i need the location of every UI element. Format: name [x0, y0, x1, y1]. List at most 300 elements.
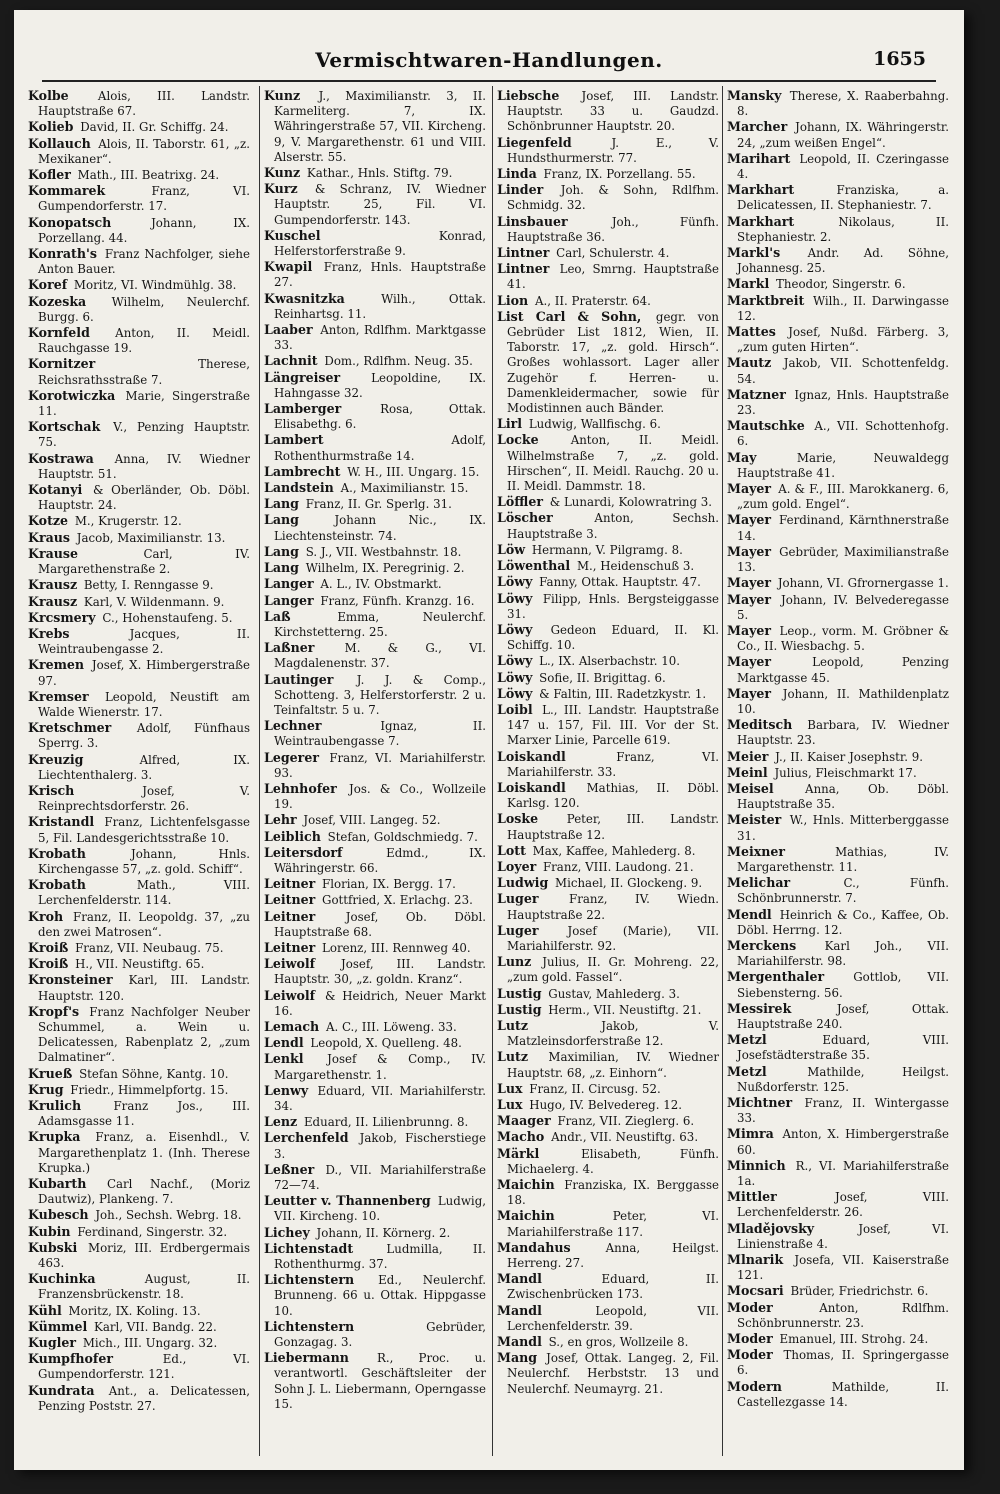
directory-entry	[264, 1114, 486, 1130]
entry-name: Leiblich	[264, 828, 321, 844]
entry-name: Lichtenstadt	[264, 1240, 354, 1256]
entry-details: Heinrich & Co., Kaffee, Ob. Döbl. Herrng. 12.	[737, 907, 950, 937]
entry-name: Meier	[727, 748, 769, 764]
page-number: 1655	[873, 48, 926, 70]
entry-name: Moder	[727, 1347, 773, 1363]
entry-details: Franz, II. Leopoldg. 37, „zu den zwei Matrosen“.	[38, 909, 251, 939]
entry-details: Anna, IV. Wiedner Hauptstr. 51.	[38, 451, 251, 481]
entry-details: Florian, IX. Bergg. 17.	[322, 877, 456, 892]
entry-details: Ferdinand, Kärnthnerstraße 14.	[737, 513, 949, 543]
directory-entry	[28, 1240, 250, 1271]
entry-details: W., Hnls. Mitterberggasse 31.	[737, 813, 949, 843]
entry-details: Stefan Söhne, Kantg. 10.	[79, 1066, 229, 1081]
directory-entry	[28, 451, 250, 482]
entry-name: Kommarek	[28, 183, 106, 199]
entry-details: & Oberländer, Ob. Döbl. Hauptstr. 24.	[38, 483, 251, 513]
entry-name: Kremen	[28, 657, 85, 673]
entry-name: Luger	[497, 922, 539, 938]
directory-entry	[264, 593, 486, 609]
entry-name: Mimra	[727, 1126, 774, 1142]
entry-name: Loske	[497, 811, 539, 827]
directory-entry	[264, 940, 486, 956]
directory-entry	[727, 1331, 949, 1347]
entry-name: Kunz	[264, 165, 301, 181]
entry-name: Mandl	[497, 1334, 542, 1350]
entry-name: Mattes	[727, 324, 776, 340]
entry-details: Andr. Ad. Söhne, Johannesg. 25.	[737, 246, 949, 276]
entry-name: Lemach	[264, 1018, 320, 1034]
entry-details: Anton, X. Himbergerstraße 60.	[737, 1127, 949, 1157]
entry-details: Rosa, Ottak. Elisabethg. 6.	[274, 402, 486, 432]
entry-name: Kubesch	[28, 1207, 89, 1223]
entry-details: Gottlob, VII. Siebensterng. 56.	[737, 970, 949, 1000]
entry-name: Kristandl	[28, 814, 95, 830]
entry-details: Eduard, II. Lilienbrunng. 8.	[303, 1115, 469, 1130]
entry-name: Kraus	[28, 529, 70, 545]
directory-entry	[727, 781, 949, 812]
entry-name: Mladějovsky	[727, 1220, 815, 1236]
entry-name: Lang	[264, 543, 299, 559]
entry-name: Michtner	[727, 1095, 793, 1110]
entry-name: Liebermann	[264, 1350, 349, 1366]
directory-entry	[264, 291, 486, 322]
directory-entry	[28, 119, 250, 135]
entry-name: Moder	[727, 1299, 773, 1315]
directory-entry	[28, 294, 250, 325]
entry-name: Kornitzer	[28, 356, 96, 372]
directory-entry	[264, 1035, 486, 1051]
directory-entry	[497, 859, 719, 875]
directory-entry	[28, 877, 250, 908]
directory-entry	[497, 166, 719, 182]
entry-name: Laaber	[264, 322, 313, 338]
directory-entry	[497, 245, 719, 261]
entry-name: Lirl	[497, 416, 523, 432]
directory-entry	[727, 765, 949, 781]
directory-entry	[264, 750, 486, 781]
entry-name: Mandl	[497, 1271, 542, 1287]
directory-entry	[28, 909, 250, 940]
entry-name: Marihart	[727, 150, 791, 166]
entry-details: Eduard, II. Zwischenbrücken 173.	[507, 1272, 719, 1302]
entry-details: M. & G., VI. Magdalenenstr. 37.	[274, 641, 487, 671]
directory-entry	[727, 1347, 949, 1378]
directory-entry	[28, 610, 250, 626]
entry-name: Modern	[727, 1378, 782, 1394]
entry-name: Lichey	[264, 1224, 310, 1240]
entry-details: Josef, VIII. Langeg. 52.	[303, 813, 441, 828]
entry-details: Gottfried, X. Erlachg. 23.	[322, 893, 473, 908]
directory-entry	[264, 1272, 486, 1319]
entry-name: Krulich	[28, 1098, 82, 1113]
directory-entry	[264, 812, 486, 828]
directory-entry	[264, 1019, 486, 1035]
directory-entry	[727, 324, 949, 355]
entry-name: Kornfeld	[28, 325, 90, 341]
entry-details: L., IX. Alserbachstr. 10.	[539, 654, 680, 669]
entry-name: Kunz	[264, 88, 301, 103]
directory-entry	[28, 546, 250, 577]
entry-name: Lehnhofer	[264, 780, 337, 796]
entry-name: Löwy	[497, 574, 533, 590]
directory-entry	[28, 1066, 250, 1082]
directory-entry	[497, 843, 719, 859]
entry-details: Josef, X. Himbergerstraße 97.	[38, 658, 250, 688]
directory-entry	[264, 1051, 486, 1082]
entry-details: Karl Joh., VII. Mariahilferstr. 98.	[737, 938, 950, 969]
directory-entry	[727, 623, 949, 654]
directory-entry	[264, 88, 486, 165]
entry-name: Leitner	[264, 876, 316, 892]
entry-details: Ferdinand, Singerstr. 32.	[77, 1224, 228, 1239]
directory-entry	[727, 1032, 949, 1063]
directory-entry	[264, 353, 486, 369]
entry-name: Landstein	[264, 480, 334, 496]
entry-details: Josefa, VII. Kaiserstraße 121.	[737, 1253, 950, 1283]
entry-details: A. C., III. Löweng. 33.	[325, 1019, 457, 1034]
directory-entry	[497, 432, 719, 494]
entry-name: Kroiß	[28, 939, 69, 955]
entry-name: Kreuzig	[28, 751, 84, 767]
entry-details: Joh., Fünfh. Hauptstraße 36.	[507, 214, 719, 244]
entry-details: C., Hohenstaufeng. 5.	[102, 610, 233, 625]
entry-details: Dom., Rdlfhm. Neug. 35.	[324, 354, 473, 369]
entry-details: Josef, VIII. Lerchenfelderstr. 26.	[737, 1190, 950, 1220]
entry-details: Theodor, Singerstr. 6.	[776, 277, 906, 292]
directory-entry	[727, 151, 949, 182]
directory-entry	[727, 1283, 949, 1299]
directory-entry	[497, 670, 719, 686]
entry-details: Wilh., II. Darwingasse 12.	[737, 293, 950, 323]
directory-entry	[497, 1081, 719, 1097]
directory-entry	[264, 781, 486, 812]
entry-name: Löwy	[497, 621, 533, 637]
entry-name: Kubski	[28, 1239, 78, 1255]
entry-name: Längreiser	[264, 369, 341, 385]
entry-name: Markl	[727, 276, 770, 292]
entry-details: Filipp, Hnls. Bergsteiggasse 31.	[507, 591, 720, 621]
entry-details: Math., III. Beatrixg. 24.	[77, 168, 220, 183]
entry-name: Kumpfhofer	[28, 1351, 113, 1367]
directory-entry	[497, 494, 719, 510]
entry-details: Fanny, Ottak. Hauptstr. 47.	[539, 575, 701, 590]
entry-name: Kotanyi	[28, 482, 83, 498]
directory-entry	[727, 686, 949, 717]
entry-details: Adolf, Rothenthurmstraße 14.	[274, 433, 486, 463]
entry-details: Wilhelm, IX. Peregrinig. 2.	[305, 561, 465, 576]
entry-details: V., Penzing Hauptstr. 75.	[38, 420, 250, 450]
directory-entry	[264, 876, 486, 892]
entry-details: R., VI. Mariahilferstraße 1a.	[737, 1158, 950, 1189]
directory-entry	[727, 1252, 949, 1283]
directory-entry	[264, 988, 486, 1019]
entry-name: Loiskandl	[497, 779, 566, 795]
entry-details: Karl, VII. Bandg. 22.	[94, 1319, 217, 1334]
entry-name: Krisch	[28, 782, 75, 798]
directory-entry	[497, 88, 719, 135]
entry-name: Märkl	[497, 1145, 540, 1161]
entry-details: A. L., IV. Obstmarkt.	[320, 577, 442, 592]
entry-details: Ludmilla, II. Rothenthurmg. 37.	[274, 1241, 487, 1272]
entry-details: Carl, IV. Margarethenstraße 2.	[38, 546, 250, 577]
directory-entry	[727, 938, 949, 969]
directory-entry	[497, 1113, 719, 1129]
directory-entry	[727, 717, 949, 748]
directory-entry	[497, 686, 719, 702]
directory-entry	[727, 1221, 949, 1252]
entry-details: Franz, Lichtenfelsgasse 5, Fil. Landesgerichtsstraße 10.	[38, 815, 250, 845]
entry-details: Jakob, Fischerstiege 3.	[274, 1131, 487, 1161]
entry-name: May	[727, 449, 757, 465]
entry-name: Krausz	[28, 577, 78, 593]
entry-details: & Lunardi, Kolowratring 3.	[549, 495, 713, 510]
directory-entry	[264, 845, 486, 876]
entry-name: Kolbe	[28, 88, 69, 103]
directory-entry	[28, 689, 250, 720]
entry-details: M., Krugerstr. 12.	[74, 514, 182, 529]
entry-details: Jakob, VII. Schottenfeldg. 54.	[737, 356, 950, 386]
directory-entry	[497, 1271, 719, 1302]
entry-details: Josef, V. Reinprechtsdorferstr. 26.	[38, 783, 250, 814]
entry-details: Julius, Fleischmarkt 17.	[774, 765, 917, 780]
entry-name: Luger	[497, 891, 539, 907]
entry-details: Andr., VII. Neustiftg. 63.	[551, 1130, 699, 1145]
column-divider	[259, 86, 260, 1456]
entry-details: Betty, I. Renngasse 9.	[83, 578, 214, 593]
directory-entry	[28, 183, 250, 214]
entry-name: Markhart	[727, 182, 795, 198]
entry-details: Carl, Schulerstr. 4.	[556, 246, 670, 261]
entry-name: Linder	[497, 182, 544, 198]
entry-details: Sofie, II. Brigittag. 6.	[539, 670, 666, 685]
directory-entry	[264, 672, 486, 719]
entry-details: S. J., VII. Westbahnstr. 18.	[305, 544, 462, 559]
directory-entry	[497, 1208, 719, 1239]
entry-name: Locke	[497, 432, 539, 448]
directory-entry	[727, 875, 949, 906]
entry-name: Krobath	[28, 845, 86, 861]
directory-entry	[264, 165, 486, 181]
entry-details: M., Heidenschuß 3.	[576, 559, 695, 574]
entry-name: Mayer	[727, 543, 772, 559]
directory-entry	[727, 1095, 949, 1126]
entry-name: Kollauch	[28, 135, 91, 151]
entry-details: A., VII. Schottenhofg. 6.	[737, 419, 949, 449]
directory-entry	[727, 276, 949, 292]
entry-name: Leiwolf	[264, 987, 316, 1003]
entry-details: Franz, VII. Neubaug. 75.	[75, 940, 224, 955]
column-4	[727, 88, 949, 1410]
entry-details: Karl, III. Landstr. Hauptstr. 120.	[38, 973, 250, 1003]
entry-name: Linda	[497, 166, 537, 182]
entry-details: Jacob, Maximilianstr. 13.	[76, 530, 226, 545]
entry-name: Mayer	[727, 654, 772, 670]
entry-details: Moritz, VI. Windmühlg. 38.	[73, 278, 237, 293]
entry-name: Lehr	[264, 812, 297, 828]
entry-name: Loyer	[497, 858, 537, 874]
entry-details: Alois, III. Landstr. Hauptstraße 67.	[38, 89, 251, 119]
entry-details: Brüder, Friedrichstr. 6.	[790, 1284, 929, 1299]
directory-entry	[497, 1177, 719, 1208]
entry-details: Marie, Neuwaldegg Hauptstraße 41.	[737, 450, 949, 480]
entry-details: Johann, IX. Porzellang. 44.	[38, 215, 251, 245]
directory-entry	[497, 811, 719, 842]
directory-entry	[264, 1225, 486, 1241]
entry-details: Wilh., Ottak. Reinhartsg. 11.	[274, 291, 486, 321]
entry-details: Leopold, X. Quelleng. 48.	[310, 1036, 462, 1051]
directory-entry	[264, 956, 486, 987]
directory-entry	[264, 259, 486, 290]
directory-entry	[727, 1064, 949, 1095]
entry-details: Josef (Marie), VII. Mariahilferstr. 92.	[507, 923, 719, 953]
entry-details: C., Fünfh. Schönbrunnerstr. 7.	[737, 876, 950, 906]
entry-name: Konrath's	[28, 246, 97, 262]
entry-name: Mayer	[727, 481, 772, 497]
directory-entry	[497, 591, 719, 622]
entry-name: Krueß	[28, 1065, 73, 1081]
directory-entry	[727, 182, 949, 213]
directory-entry	[28, 1351, 250, 1382]
directory-entry	[497, 1334, 719, 1350]
entry-name: Krebs	[28, 625, 70, 641]
entry-details: Franziska, IX. Berggasse 18.	[507, 1178, 719, 1208]
entry-details: D., VII. Mariahilferstraße 72—74.	[274, 1162, 486, 1193]
entry-name: Krupka	[28, 1129, 81, 1145]
directory-entry	[28, 626, 250, 657]
directory-entry	[28, 846, 250, 877]
entry-details: Emanuel, III. Strohg. 24.	[779, 1332, 929, 1347]
entry-name: Mautschke	[727, 418, 805, 434]
entry-details: Leop., vorm. M. Gröbner & Co., II. Wiesbachg. 5.	[737, 623, 949, 654]
entry-details: Franz, Hnls. Hauptstraße 27.	[274, 260, 487, 290]
directory-entry	[497, 1129, 719, 1145]
entry-details: Joh. & Sohn, Rdlfhm. Schmidg. 32.	[507, 183, 720, 213]
directory-entry	[497, 1018, 719, 1049]
directory-entry	[497, 309, 719, 416]
directory-entry	[28, 783, 250, 814]
entry-name: Kozeska	[28, 293, 87, 309]
directory-entry	[727, 293, 949, 324]
entry-details: Alfred, IX. Liechtenthalerg. 3.	[38, 752, 251, 782]
entry-name: Lustig	[497, 1001, 542, 1017]
entry-details: Michael, II. Glockeng. 9.	[555, 876, 703, 891]
directory-entry	[727, 592, 949, 623]
entry-name: Lutz	[497, 1017, 528, 1033]
entry-name: Leiwolf	[264, 956, 316, 972]
entry-name: Korotwiczka	[28, 387, 116, 403]
directory-entry	[264, 609, 486, 640]
entry-details: Anton, Rdlfhm. Schönbrunnerstr. 23.	[737, 1300, 949, 1330]
directory-entry	[727, 544, 949, 575]
entry-name: Lamberger	[264, 401, 342, 417]
entry-name: Matzner	[727, 386, 786, 402]
entry-name: Liebsche	[497, 88, 560, 103]
entry-details: Jos. & Co., Wollzeile 19.	[274, 781, 486, 812]
directory-page	[14, 10, 964, 1470]
entry-name: Leitersdorf	[264, 844, 343, 860]
entry-details: A., Maximilianstr. 15.	[340, 481, 469, 496]
directory-entry	[264, 1241, 486, 1272]
entry-name: Laßner	[264, 640, 315, 656]
entry-name: Markhart	[727, 213, 795, 229]
entry-details: Nikolaus, II. Stephaniestr. 2.	[737, 214, 950, 244]
entry-details: Edmd., IX. Währingerstr. 66.	[274, 845, 486, 875]
entry-details: Leopoldine, IX. Hahngasse 32.	[274, 370, 486, 400]
directory-entry	[497, 1350, 719, 1397]
directory-entry	[727, 1001, 949, 1032]
directory-entry	[497, 214, 719, 245]
directory-entry	[727, 1300, 949, 1331]
entry-name: Löw	[497, 541, 526, 557]
entry-name: Krause	[28, 545, 78, 561]
directory-entry	[28, 972, 250, 1003]
entry-name: Löwenthal	[497, 558, 571, 574]
entry-details: Kathar., Hnls. Stiftg. 79.	[306, 166, 453, 181]
directory-entry	[28, 720, 250, 751]
entry-name: List Carl & Sohn,	[497, 308, 642, 324]
directory-entry	[497, 416, 719, 432]
entry-details: Johann Nic., IX. Liechtensteinstr. 74.	[274, 513, 487, 543]
directory-entry	[28, 1335, 250, 1351]
entry-details: Jakob, V. Matzleinsdorferstraße 12.	[507, 1018, 719, 1049]
entry-details: Johann, VI. Gfrornergasse 1.	[777, 576, 949, 591]
directory-entry	[727, 88, 949, 119]
entry-name: Leitner	[264, 939, 316, 955]
entry-details: Herm., VII. Neustiftg. 21.	[548, 1002, 702, 1017]
entry-details: Anna, Ob. Döbl. Hauptstraße 35.	[737, 781, 949, 812]
entry-name: Lang	[264, 560, 299, 576]
entry-details: Konrad, Helferstorferstraße 9.	[274, 228, 486, 259]
entry-details: Franz, VI. Mariahilferstr. 93.	[274, 750, 486, 780]
entry-name: Kuchinka	[28, 1271, 96, 1287]
directory-entry	[497, 780, 719, 811]
entry-name: Löwy	[497, 685, 533, 701]
directory-entry	[28, 1082, 250, 1098]
column-1	[28, 88, 250, 1414]
entry-name: Löwy	[497, 669, 533, 685]
entry-name: Melichar	[727, 875, 791, 891]
entry-name: Lutz	[497, 1049, 528, 1065]
entry-details: Franz, a. Eisenhdl., V. Margarethenplatz 1. (Inh. Therese Krupka.)	[38, 1130, 251, 1175]
entry-details: Jacques, II. Weintraubengasse 2.	[38, 626, 250, 657]
directory-entry	[497, 510, 719, 541]
directory-entry	[727, 418, 949, 449]
entry-name: Mlnarik	[727, 1252, 784, 1268]
entry-details: Leo, Smrng. Hauptstraße 41.	[507, 262, 719, 292]
directory-entry	[727, 245, 949, 276]
directory-entry	[28, 1176, 250, 1207]
entry-details: Karl, V. Wildenmann. 9.	[83, 594, 225, 609]
directory-entry	[497, 653, 719, 669]
directory-entry	[497, 1303, 719, 1334]
entry-details: Julius, II. Gr. Mohreng. 22, „zum gold. Fassel“.	[507, 955, 720, 985]
entry-details: Moritz, IX. Koling. 13.	[68, 1303, 201, 1318]
directory-entry	[28, 657, 250, 688]
directory-entry	[727, 812, 949, 843]
entry-name: Metzl	[727, 1032, 767, 1048]
directory-entry	[28, 1224, 250, 1240]
entry-name: Lenkl	[264, 1051, 304, 1067]
entry-details: Eduard, VII. Mariahilferstr. 34.	[274, 1083, 487, 1113]
entry-name: Kugler	[28, 1335, 77, 1351]
entry-name: Kropf's	[28, 1003, 80, 1019]
entry-name: Kubin	[28, 1223, 71, 1239]
entry-details: Anna, Heilgst. Herreng. 27.	[507, 1240, 719, 1271]
entry-details: H., VII. Neustiftg. 65.	[75, 957, 205, 972]
directory-entry	[28, 356, 250, 387]
entry-name: Kundrata	[28, 1382, 95, 1398]
entry-name: Lion	[497, 292, 529, 308]
